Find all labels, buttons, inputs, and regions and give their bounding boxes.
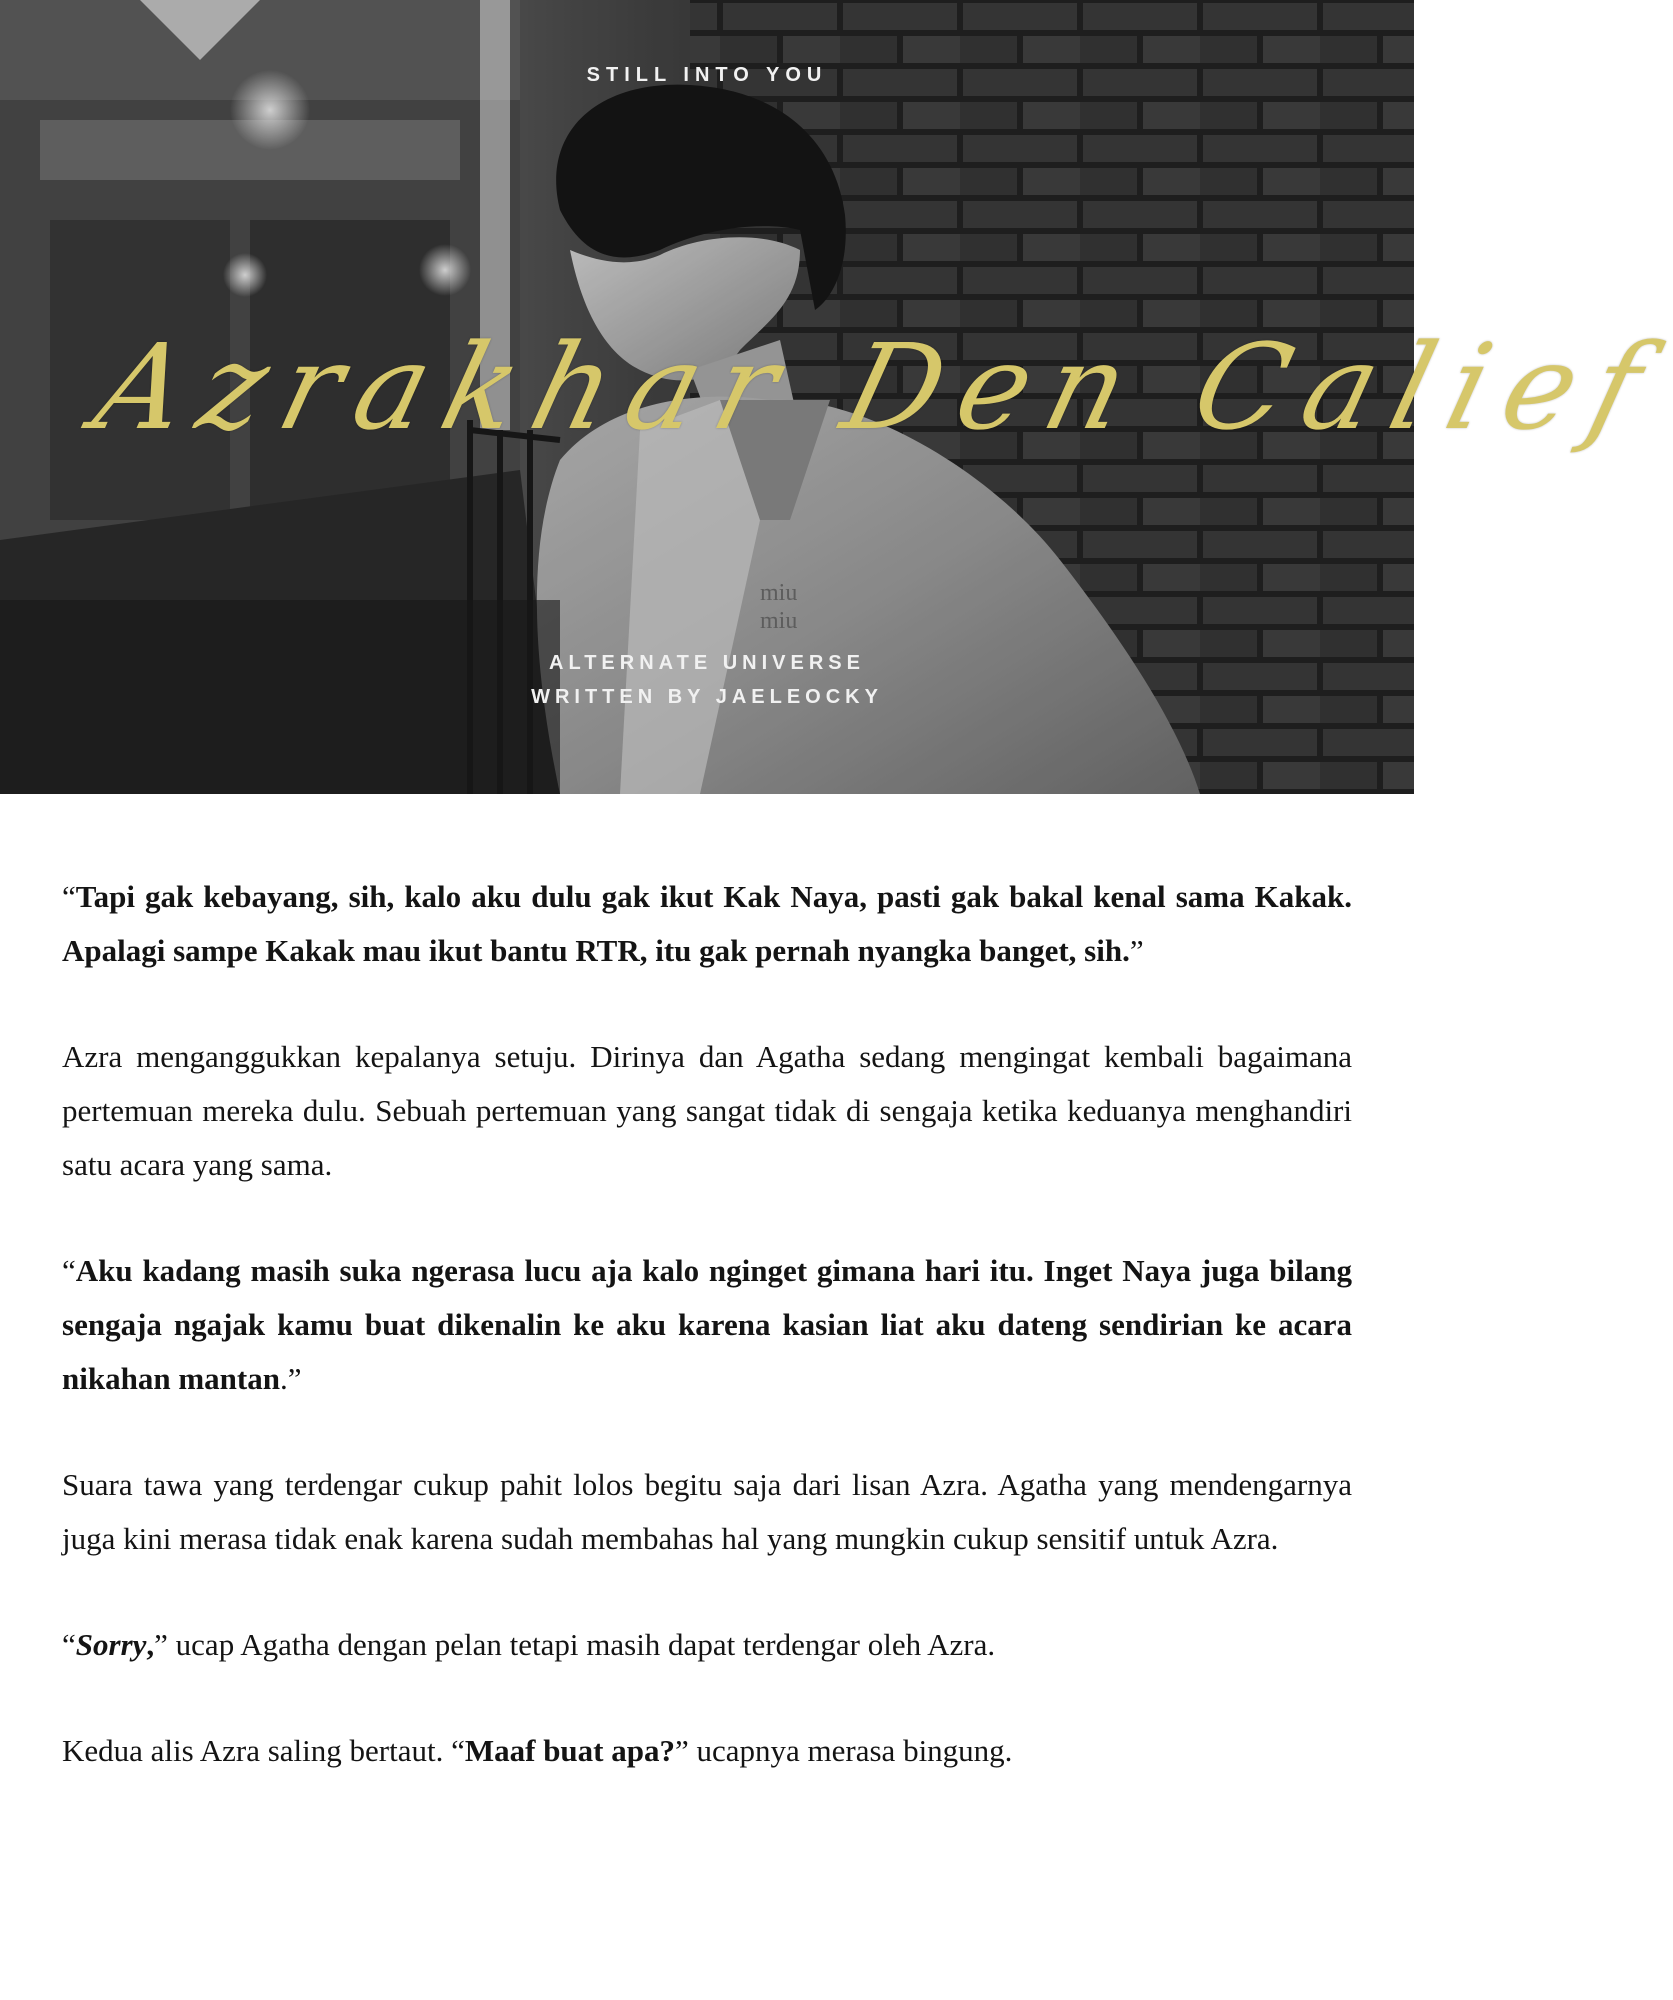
quote-open: “ xyxy=(62,879,76,914)
paragraph-dialogue-1 xyxy=(62,870,1352,978)
quote-open: “ xyxy=(62,1627,76,1662)
series-tagline: STILL INTO YOU xyxy=(586,64,828,86)
svg-text:miu: miu xyxy=(760,580,798,606)
dialogue-text: Tapi gak kebayang, sih, kalo aku dulu gak ikut Kak Naya, pasti gak bakal kenal sama Kakak. Apalagi sampe Kakak mau ikut bantu RTR, itu gak pernah nyangka banget, sih. xyxy=(62,879,1352,968)
dialogue-comma: , xyxy=(146,1627,155,1662)
dialogue-text: Aku kadang masih suka ngerasa lucu aja kalo nginget gimana hari itu. Inget Naya juga bilang sengaja ngajak kamu buat dikenalin ke aku karena kasian liat aku dateng sendirian ke acara nikahan mantan xyxy=(62,1253,1352,1396)
paragraph-dialogue-3 xyxy=(62,1618,1352,1672)
paragraph-narration-1: Azra menganggukkan kepalanya setuju. Dirinya dan Agatha sedang mengingat kembali bagaimana pertemuan mereka dulu. Sebuah pertemuan yang sangat tidak di sengaja ketika keduanya menghandiri satu acara yang sama. xyxy=(62,1039,1352,1182)
quote-close: ” xyxy=(1129,933,1144,968)
paragraph-narration-2: Suara tawa yang terdengar cukup pahit lolos begitu saja dari lisan Azra. Agatha yang mendengarnya juga kini merasa tidak enak karena sudah membahas hal yang mungkin cukup sensitif untuk Azra. xyxy=(62,1467,1352,1556)
quote-open: “ xyxy=(62,1253,76,1288)
quote-close: ” xyxy=(154,1627,168,1662)
header-photo xyxy=(0,0,1673,794)
dialogue-text xyxy=(76,1627,154,1662)
svg-text:miu: miu xyxy=(760,608,798,634)
genre-label: ALTERNATE UNIVERSE xyxy=(549,652,865,674)
author-credit: WRITTEN BY JAELEOCKY xyxy=(531,686,883,708)
dialogue-italic: Sorry xyxy=(75,1627,147,1662)
narration-text: ucap Agatha dengan pelan tetapi masih dapat terdengar oleh Azra. xyxy=(167,1627,996,1662)
paragraph-mixed xyxy=(62,1724,1352,1778)
narration-text: ucapnya merasa bingung. xyxy=(688,1733,1013,1768)
quote-close: .” xyxy=(279,1361,302,1396)
paragraph-dialogue-2 xyxy=(62,1244,1352,1406)
quote-close: ” xyxy=(675,1733,689,1768)
story-title xyxy=(82,300,1673,480)
dialogue-text: Maaf buat apa? xyxy=(464,1733,675,1768)
quote-open: “ xyxy=(451,1733,465,1768)
story-body xyxy=(62,870,1352,1830)
story-title-text: Azrakhar Den Calief xyxy=(82,318,1673,456)
narration-text: Kedua alis Azra saling bertaut. xyxy=(62,1733,452,1768)
